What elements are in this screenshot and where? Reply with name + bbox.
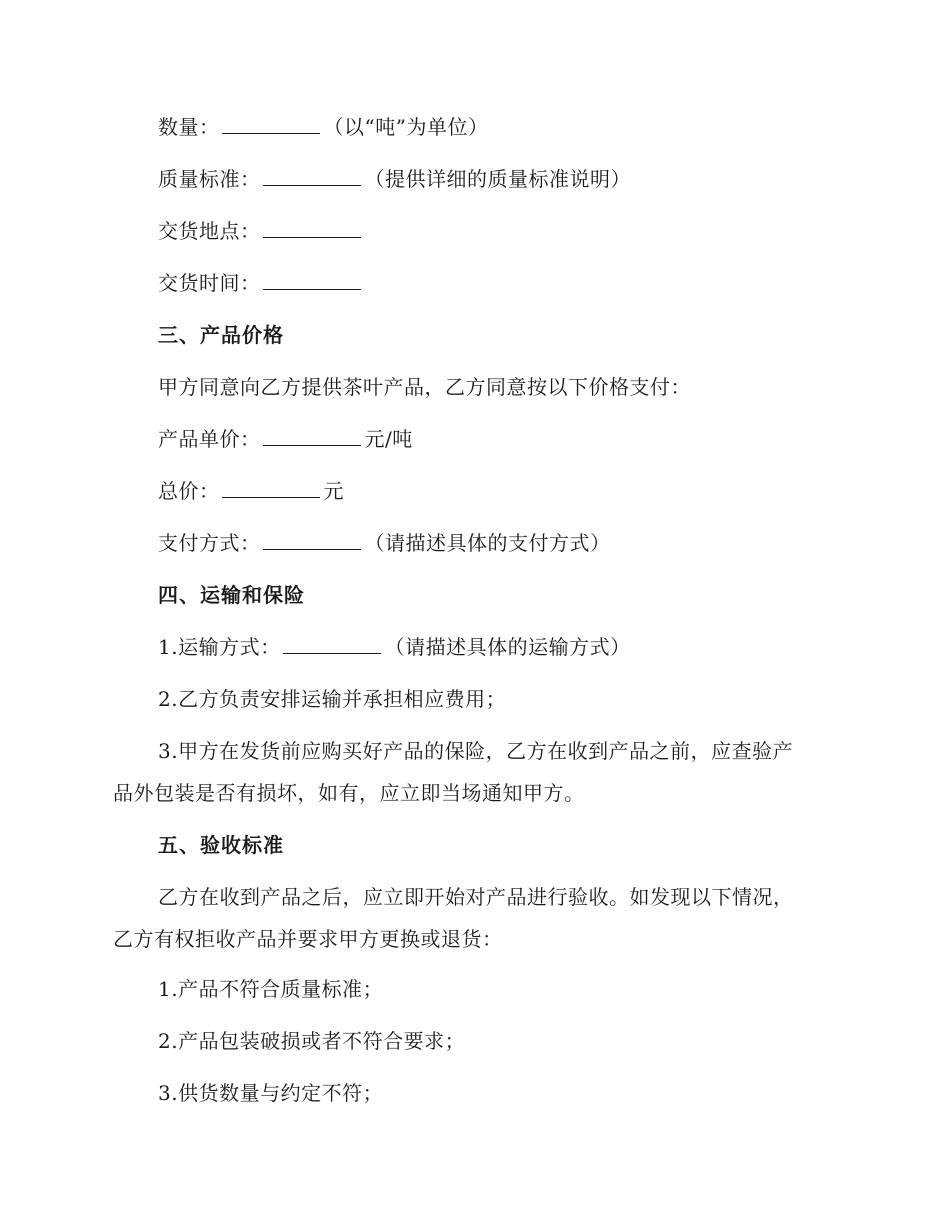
section5-intro-line2: 乙方有权拒收产品并要求甲方更换或退货： (113, 927, 503, 951)
quality-line (158, 166, 631, 192)
delivery-time-label: 交货时间： (158, 271, 261, 295)
section4-heading: 四、运输和保险 (158, 583, 305, 607)
quality-note: （提供详细的质量标准说明） (364, 167, 631, 191)
unit-price-blank (263, 427, 361, 446)
section5-heading: 五、验收标准 (158, 833, 284, 857)
quantity-line (158, 114, 488, 140)
quantity-note: （以“吨”为单位） (323, 115, 489, 139)
delivery-place-blank (263, 219, 361, 238)
section5-intro-line1: 乙方在收到产品之后，应立即开始对产品进行验收。如发现以下情况， (158, 885, 794, 909)
transport-blank (283, 635, 381, 654)
delivery-place-line (158, 218, 365, 244)
section3-intro: 甲方同意向乙方提供茶叶产品，乙方同意按以下价格支付： (158, 375, 691, 399)
delivery-place-label: 交货地点： (158, 219, 261, 243)
unit-price-label: 产品单价： (158, 427, 261, 451)
payment-label: 支付方式： (158, 531, 261, 555)
total-price-blank (222, 479, 320, 498)
total-price-line (158, 478, 344, 504)
total-price-label: 总价： (158, 479, 220, 503)
delivery-time-line (158, 270, 365, 296)
section4-item2: 2.乙方负责安排运输并承担相应费用； (158, 687, 507, 711)
section4-item3-line2: 品外包装是否有损坏，如有，应立即当场通知甲方。 (113, 781, 585, 805)
quality-blank (263, 167, 361, 186)
section5-item1: 1.产品不符合质量标准； (158, 977, 384, 1001)
quality-label: 质量标准： (158, 167, 261, 191)
total-price-unit: 元 (323, 479, 344, 503)
payment-line (158, 530, 611, 556)
unit-price-unit: 元/吨 (364, 427, 413, 451)
transport-label: 1.运输方式： (158, 635, 281, 659)
payment-blank (263, 531, 361, 550)
transport-line (158, 634, 631, 660)
transport-note: （请描述具体的运输方式） (384, 635, 631, 659)
section4-item3-line1: 3.甲方在发货前应购买好产品的保险，乙方在收到产品之前，应查验产 (158, 739, 794, 763)
section5-item3: 3.供货数量与约定不符； (158, 1081, 384, 1105)
quantity-label: 数量： (158, 115, 220, 139)
section5-item2: 2.产品包装破损或者不符合要求； (158, 1029, 466, 1053)
delivery-time-blank (263, 271, 361, 290)
payment-note: （请描述具体的支付方式） (364, 531, 611, 555)
section3-heading: 三、产品价格 (158, 323, 284, 347)
quantity-blank (222, 115, 320, 134)
unit-price-line (158, 426, 413, 452)
